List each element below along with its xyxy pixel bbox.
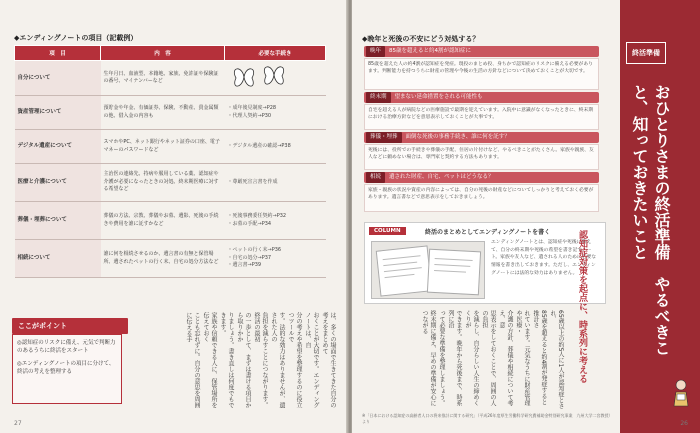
body-column: りましょう。書き直しは何度でもできます。 [219, 312, 234, 408]
item-text: 85歳を超えた人の約4割が認知症を発症。現役のまとめ役、身ちかで認知症のリスクに備える必要があります。判断能力を持つうちに財産の管理や今後の生活の方針などについて決めておくことが大切です。 [364, 58, 599, 90]
note-sheet [427, 249, 481, 296]
note-line [383, 255, 421, 260]
body-column: ことも忘れずに。自分の意思を周囲に伝える手 [185, 312, 200, 408]
item-title: 遺された財産、自宅、ペットはどうなる？ [389, 174, 494, 180]
row-category: デジタル遺産について [15, 130, 101, 164]
table-row [15, 164, 326, 202]
body-column: れています。元気なうちに財産管理や医療・ [515, 310, 530, 406]
row-procedure: ・尊厳死宣言書を作成 [225, 164, 326, 202]
item-title: 面倒な死後の事務手続き、誰に何を託す？ [405, 134, 510, 140]
table-row [15, 61, 326, 96]
body-column: 負担を減らすことにつながります。終活の最初 [253, 312, 268, 408]
note-line [383, 262, 417, 267]
header-content: 内 容 [101, 46, 225, 61]
body-column: は、多くの場面で生きてきた自分の考えをまとめて [321, 312, 336, 408]
row-procedure [225, 61, 326, 96]
column-tag: COLUMN [369, 227, 406, 235]
point-label: ここがポイント [12, 318, 128, 334]
point-item: ◎エンディングノートの項目に分けて、終活の考えを整理する [17, 360, 115, 375]
point-item: ◎認知症のリスクに備え、元気で判断力のあるうちに終活をスタート [17, 340, 116, 355]
note-sheet [376, 245, 433, 296]
row-content: スマホやPC、ネット銀行やネット証券の口座、電子マネーのパスワードなど [101, 130, 225, 164]
row-procedure: ・ペットの行く末→P36 ・自宅の処分→P37 ・遺言書→P39 [225, 240, 326, 278]
left-body-text [136, 312, 336, 412]
row-procedure: ・死後事務委任契約→P32 ・お墓の手配→P34 [225, 202, 326, 240]
note-line [385, 274, 415, 278]
item-tag: 終末期 [366, 92, 391, 103]
row-procedure: ・デジタル遺産の確認→P38 [225, 130, 326, 164]
body-column: って必要な準備を整理しましょう。 [438, 310, 445, 406]
header-procedure: 必要な手続き [225, 46, 326, 61]
body-column: おくことが大切です。エンディングノートは、自 [304, 312, 319, 408]
row-content: 誰に何を相続させるのか、遺言書の有無と保管場所、遺されたペットの行く末、自宅の処分方法など [101, 240, 225, 278]
table-row [15, 202, 326, 240]
row-category: 資産管理について [15, 96, 101, 130]
table-row [15, 240, 326, 278]
left-page [0, 0, 348, 433]
note-line [384, 267, 422, 272]
body-column: を減らし、自分らしい人生の締めくくりが [464, 310, 479, 406]
page-number: 26 [680, 420, 688, 427]
row-content: 生年月日、血液型、本籍地、家族、免許証や保険証の番号、マイナンバーなど [101, 61, 225, 96]
body-column: 85歳を超えると約4割が発症すると推計さ [532, 310, 547, 406]
table-row [15, 96, 326, 130]
body-column: 家族や信頼できる人に、保管場所を伝えておく [202, 312, 217, 408]
banner-main-title: おひとりさまの終活準備 やるべきこと、知っておきたいこと [630, 84, 671, 356]
subheading: 認知症対策を起点に、時系列に考える [577, 230, 587, 383]
body-column: 思表示をしておくことで、周囲の人の負担 [481, 310, 496, 406]
note-line [435, 258, 473, 261]
row-category: 相続について [15, 240, 101, 278]
item-heading [364, 46, 599, 57]
body-column: 終末期に備え、早めの準備が安心につながる [421, 310, 436, 406]
item-heading [364, 92, 599, 103]
item-text: 死後には、役所での手続きや葬儀の手配、住居の片付けなど、やるべきことがたくさん。家族や親族、友人などに頼めない場合は、専門家と契約する方法もあります。 [364, 144, 599, 170]
table-section-title: ◆エンディングノートの項目（記載例） [14, 34, 138, 42]
row-procedure: ・成年後見制度→P28 ・代理人契約→P30 [225, 96, 326, 130]
butterfly-icon [228, 63, 288, 93]
note-line [434, 270, 466, 273]
row-content: 預貯金や年金、有価証券、保険、不動産、貴金属類の他、借入金の内容も [101, 96, 225, 130]
item-heading [364, 132, 599, 143]
table-row [15, 130, 326, 164]
banner-label: 終活準備 [626, 42, 666, 64]
item-title: 85歳を超えると約4割が認知症に [389, 48, 472, 54]
item-tag: 葬儀・埋葬 [366, 132, 402, 143]
ending-note-photo [371, 241, 485, 299]
row-content: 葬儀の方法、宗教、葬儀やお墓、遺影、死後の手続きや費用を誰に託すかなど [101, 202, 225, 240]
point-box [12, 334, 122, 404]
page-number: 27 [14, 420, 22, 427]
right-page [352, 0, 700, 433]
body-column: の一歩として、まずは書ける項目から取りかか [236, 312, 251, 408]
item-text: 自宅を超える人が病院などの医療施設で最期を迎えています。入院中に意識がなくなったときに、終末期における治療方針などを意思表示しておくことが大事です。 [364, 104, 599, 130]
table-header-row [15, 46, 326, 61]
body-column: 65歳以上の約5人に1人が認知症とされ、 [549, 310, 564, 410]
item-heading [364, 172, 599, 183]
column-box [364, 222, 606, 304]
footnote: ※「日本における認知症の高齢者人口の将来推計に関する研究」（平成26年度厚生労働科学研究費補助金特別研究事業 九州大学二宮教授）より [362, 413, 611, 424]
item-tag: 相続 [366, 172, 385, 183]
column-text: エンディングノートとは、認知症や死後に備えて、自分の終末期や死後の希望を書き記すノート。家族や友人など、遺される人のために必要な情報を書き出しておきます。ただし、エンディングノートには法的な効力はありません。 [491, 240, 597, 276]
row-category: 葬儀・埋葬について [15, 202, 101, 240]
body-column: 分の考えや希望を整理するのに役立つツールで [287, 312, 302, 408]
row-content: 主治医の連絡先、持病や服用している薬、認知症や介護が必要になったときの対処、終末期医療に対する希望など [101, 164, 225, 202]
body-column: 介護の方針、葬儀や相続について考え、意 [498, 310, 513, 406]
question-title: ◆晩年と死後の不安にどう対処する？ [362, 35, 480, 43]
body-column: す。法的な効力はありませんが、遺された人の [270, 312, 285, 408]
person-illustration-icon [670, 378, 692, 408]
header-item: 項 目 [15, 46, 101, 61]
column-title: 終活のまとめとしてエンディングノートを書く [425, 229, 551, 236]
item-title: 望まない延命措置をされる可能性も [394, 94, 483, 100]
ending-note-table [14, 45, 326, 278]
row-category: 自分について [15, 61, 101, 96]
note-line [434, 264, 470, 267]
right-body-text [364, 310, 564, 410]
item-tag: 晩年 [366, 46, 385, 57]
row-category: 医療と介護について [15, 164, 101, 202]
item-text: 家族・親族の状況や資産の内容によっては、自分の死後の財産などについてしっかりと考えておく必要があります。遺言書などで意思表示をしておきましょう。 [364, 184, 599, 212]
body-column: できます。晩年から死後まで、時系列に沿 [447, 310, 462, 406]
